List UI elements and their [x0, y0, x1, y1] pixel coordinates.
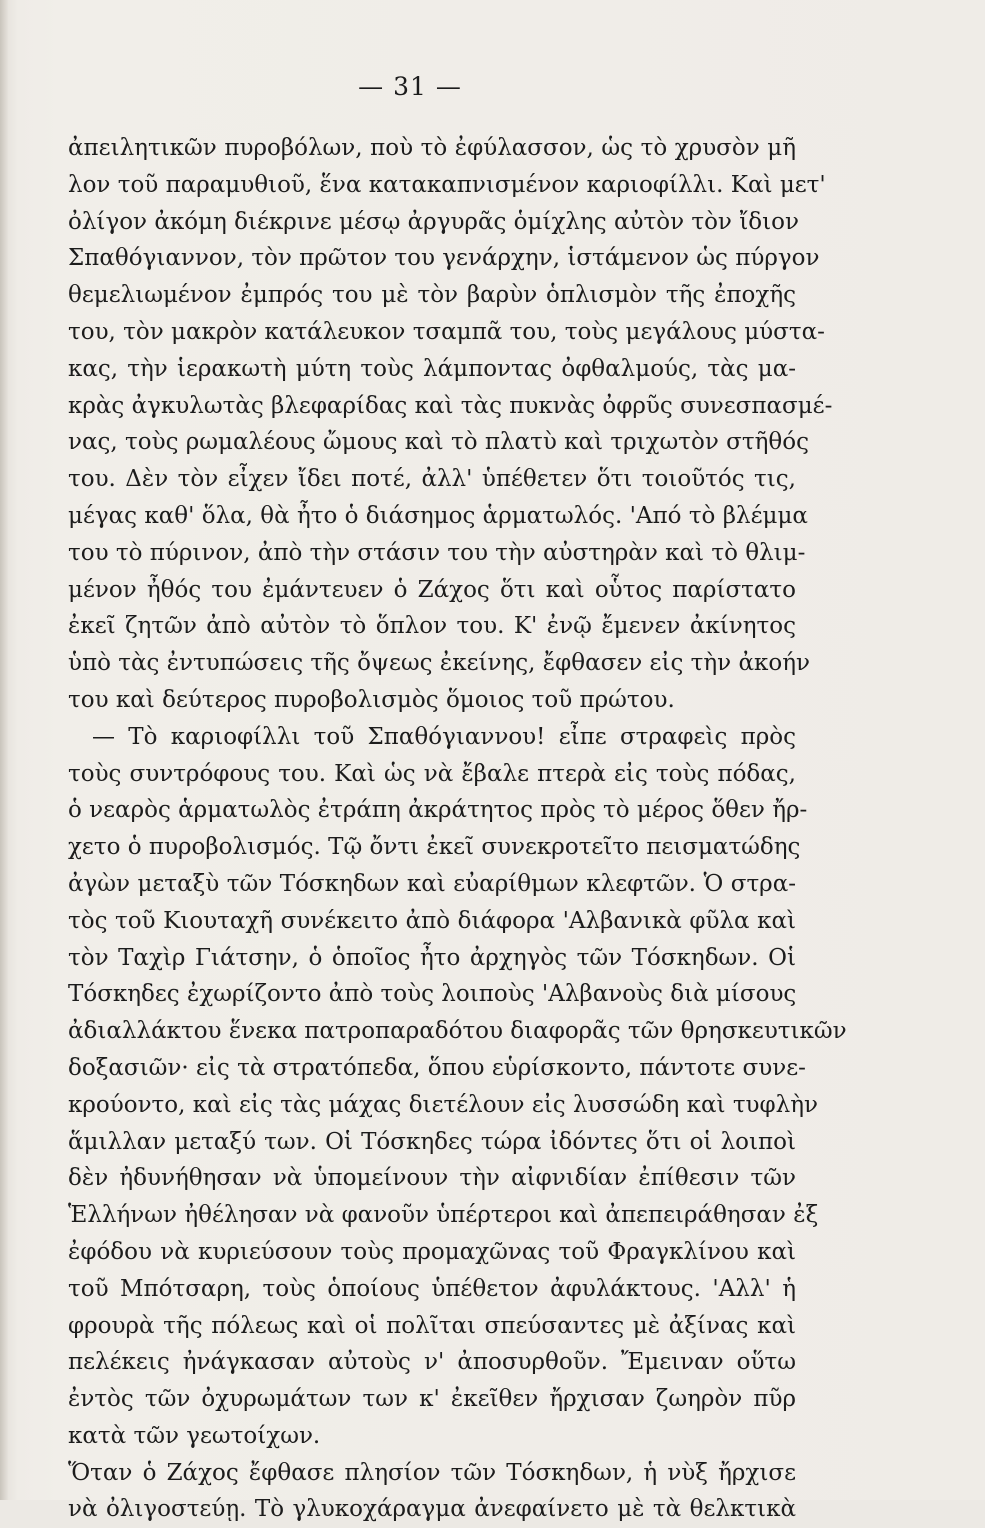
text-line: ἐφόδου νὰ κυριεύσουν τοὺς προμαχῶνας τοῦ Φραγκλίνου καὶ — [68, 1238, 796, 1265]
text-line: λον τοῦ παραμυθιοῦ, ἕνα κατακαπνισμένον καριοφίλλι. Καὶ μετ' — [68, 171, 826, 198]
text-line: ἐντὸς τῶν ὀχυρωμάτων των κ' ἐκεῖθεν ἤρχισαν ζωηρὸν πῦρ — [68, 1386, 796, 1413]
text-line: του. Δὲν τὸν εἶχεν ἴδει ποτέ, ἀλλ' ὑπέθετεν ὅτι τοιοῦτός τις, — [68, 466, 796, 493]
text-line: φρουρὰ τῆς πόλεως καὶ οἱ πολῖται σπεύσαντες μὲ ἀξίνας καὶ — [68, 1312, 796, 1339]
text-line: νας, τοὺς ρωμαλέους ὤμους καὶ τὸ πλατὺ καὶ τριχωτὸν στῆθός — [68, 429, 809, 456]
text-line: Τόσκηδες ἐχωρίζοντο ἀπὸ τοὺς λοιποὺς 'Αλβανοὺς διὰ μίσους — [68, 981, 797, 1008]
page-number: — 31 — — [358, 72, 462, 101]
text-line: μένον ἦθός του ἐμάντευεν ὁ Ζάχος ὅτι καὶ οὗτος παρίστατο — [68, 576, 796, 603]
text-line: Σπαθόγιαννον, τὸν πρῶτον του γενάρχην, ἱστάμενον ὡς πύργον — [68, 245, 820, 272]
text-line: ἐκεῖ ζητῶν ἀπὸ αὐτὸν τὸ ὅπλον του. Κ' ἐνῷ ἔμενεν ἀκίνητος — [68, 613, 796, 640]
text-line: χετο ὁ πυροβολισμός. Τῷ ὄντι ἐκεῖ συνεκροτεῖτο πεισματώδης — [68, 834, 801, 861]
text-line: Ὅταν ὁ Ζάχος ἔφθασε πλησίον τῶν Τόσκηδων, ἡ νὺξ ἤρχισε — [68, 1459, 796, 1486]
body-text — [68, 130, 847, 1528]
text-line: ὑπὸ τὰς ἐντυπώσεις τῆς ὄψεως ἐκείνης, ἔφθασεν εἰς τὴν ἀκοήν — [68, 650, 810, 677]
text-line: κρούοντο, καὶ εἰς τὰς μάχας διετέλουν εἰς λυσσώδη καὶ τυφλὴν — [68, 1091, 818, 1118]
text-line: κατὰ τῶν γεωτοίχων. — [68, 1422, 321, 1449]
text-line: δὲν ἠδυνήθησαν νὰ ὑπομείνουν τὴν αἰφνιδίαν ἐπίθεσιν τῶν — [68, 1165, 796, 1192]
text-line: — Τὸ καριοφίλλι τοῦ Σπαθόγιαννου! εἶπε στραφεὶς πρὸς — [92, 723, 796, 750]
text-line: ὀλίγον ἀκόμη διέκρινε μέσῳ ἀργυρᾶς ὁμίχλης αὐτὸν τὸν ἴδιον — [68, 208, 799, 235]
text-line: κας, τὴν ἱερακωτὴ μύτη τοὺς λάμποντας ὀφθαλμούς, τὰς μα- — [68, 355, 796, 382]
text-line: θεμελιωμένον ἐμπρός του μὲ τὸν βαρὺν ὁπλισμὸν τῆς ἐποχῆς — [68, 282, 796, 309]
text-line: ἅμιλλαν μεταξύ των. Οἱ Τόσκηδες τώρα ἰδόντες ὅτι οἱ λοιποὶ — [68, 1128, 796, 1155]
text-line: τὸν Ταχὶρ Γιάτσην, ὁ ὁποῖος ἦτο ἀρχηγὸς τῶν Τόσκηδων. Οἱ — [68, 944, 796, 971]
text-line: του καὶ δεύτερος πυροβολισμὸς ὅμοιος τοῦ πρώτου. — [68, 686, 675, 713]
text-line: ἀπειλητικῶν πυροβόλων, ποὺ τὸ ἐφύλασσον, ὡς τὸ χρυσὸν μῆ — [68, 135, 796, 161]
text-line: του τὸ πύρινον, ἀπὸ τὴν στάσιν του τὴν αὐστηρὰν καὶ τὸ θλιμ- — [68, 539, 806, 566]
text-line: Ἑλλήνων ἠθέλησαν νὰ φανοῦν ὑπέρτεροι καὶ ἀπεπειράθησαν ἐξ — [68, 1202, 819, 1229]
text-line: μέγας καθ' ὅλα, θὰ ἦτο ὁ διάσημος ἁρματωλός. 'Από τὸ βλέμμα — [68, 502, 808, 529]
text-line: κρὰς ἀγκυλωτὰς βλεφαρίδας καὶ τὰς πυκνὰς ὀφρῦς συνεσπασμέ- — [68, 392, 833, 419]
text-line: νὰ ὀλιγοστεύῃ. Τὸ γλυκοχάραγμα ἀνεφαίνετο μὲ τὰ θελκτικὰ — [68, 1496, 796, 1523]
text-line: ὁ νεαρὸς ἁρματωλὸς ἐτράπη ἀκράτητος πρὸς τὸ μέρος ὅθεν ἤρ- — [68, 797, 808, 824]
text-line: τοῦ Μπότσαρη, τοὺς ὁποίους ὑπέθετον ἀφυλάκτους. 'Αλλ' ἡ — [68, 1275, 796, 1302]
text-line: τὸς τοῦ Κιουταχῆ συνέκειτο ἀπὸ διάφορα 'Αλβανικὰ φῦλα καὶ — [68, 907, 796, 934]
page-spine-shadow — [0, 0, 8, 1500]
text-line: δοξασιῶν· εἰς τὰ στρατόπεδα, ὅπου εὑρίσκοντο, πάντοτε συνε- — [68, 1054, 806, 1081]
text-line: ἀδιαλλάκτου ἕνεκα πατροπαραδότου διαφορᾶς τῶν θρησκευτικῶν — [68, 1018, 847, 1045]
text-line: του, τὸν μακρὸν κατάλευκον τσαμπᾶ του, τοὺς μεγάλους μύστα- — [68, 318, 825, 345]
text-line: πελέκεις ἠνάγκασαν αὐτοὺς ν' ἀποσυρθοῦν. Ἔμειναν οὕτω — [68, 1349, 796, 1376]
text-line: τοὺς συντρόφους του. Καὶ ὡς νὰ ἔβαλε πτερὰ εἰς τοὺς πόδας, — [68, 760, 796, 787]
text-line: ἀγὼν μεταξὺ τῶν Τόσκηδων καὶ εὐαρίθμων κλεφτῶν. Ὁ στρα- — [68, 870, 796, 897]
